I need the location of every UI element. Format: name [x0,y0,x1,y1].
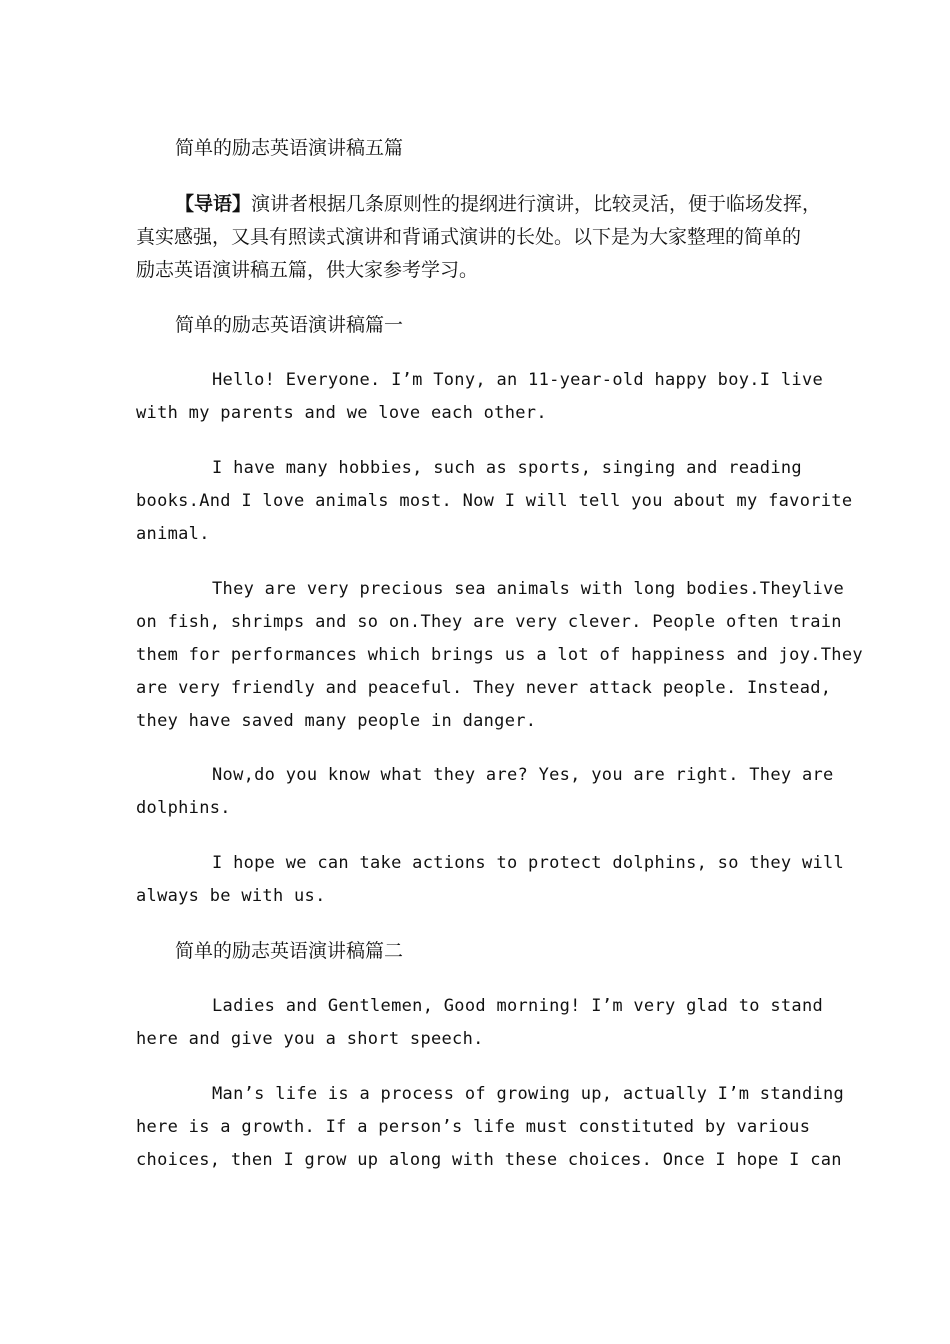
paragraph-line: with my parents and we love each other. [136,403,547,423]
paragraph-line: books.And I love animals most. Now I will tell you about my favorite [136,491,853,511]
paragraph-line: Now,do you know what they are? Yes, you are right. They are [212,765,834,785]
section-heading-2: 简单的励志英语演讲稿篇二 [175,940,404,962]
intro-text-1: 演讲者根据几条原则性的提纲进行演讲，比较灵活，便于临场发挥， [251,193,822,215]
intro-line-1 [175,192,821,216]
paragraph-line: Hello! Everyone. I’m Tony, an 11-year-old happy boy.I live [212,370,824,390]
paragraph-line: animal. [136,524,210,544]
paragraph-line: Ladies and Gentlemen, Good morning! I’m very glad to stand [212,996,824,1016]
paragraph-line: here is a growth. If a person’s life must constituted by various [136,1117,811,1137]
paragraph-line: choices, then I grow up along with these choices. Once I hope I can [136,1150,842,1170]
paragraph-line: They are very precious sea animals with long bodies.Theylive [212,579,845,599]
paragraph-line: always be with us. [136,886,326,906]
paragraph-line: them for performances which brings us a lot of happiness and joy.They [136,645,863,665]
paragraph-line: on fish, shrimps and so on.They are very clever. People often train [136,612,842,632]
intro-line-3: 励志英语演讲稿五篇，供大家参考学习。 [136,259,479,281]
paragraph-line: I hope we can take actions to protect dolphins, so they will [212,853,845,873]
intro-line-2: 真实感强，又具有照读式演讲和背诵式演讲的长处。以下是为大家整理的简单的 [136,226,802,248]
document-title: 简单的励志英语演讲稿五篇 [175,137,404,159]
intro-tag: 【导语】 [175,193,252,215]
paragraph-line: dolphins. [136,798,231,818]
section-heading-1: 简单的励志英语演讲稿篇一 [175,314,404,336]
paragraph-line: here and give you a short speech. [136,1029,484,1049]
paragraph-line: they have saved many people in danger. [136,711,537,731]
paragraph-line: Man’s life is a process of growing up, actually I’m standing [212,1084,845,1104]
paragraph-line: are very friendly and peaceful. They never attack people. Instead, [136,678,832,698]
paragraph-line: I have many hobbies, such as sports, singing and reading [212,458,802,478]
